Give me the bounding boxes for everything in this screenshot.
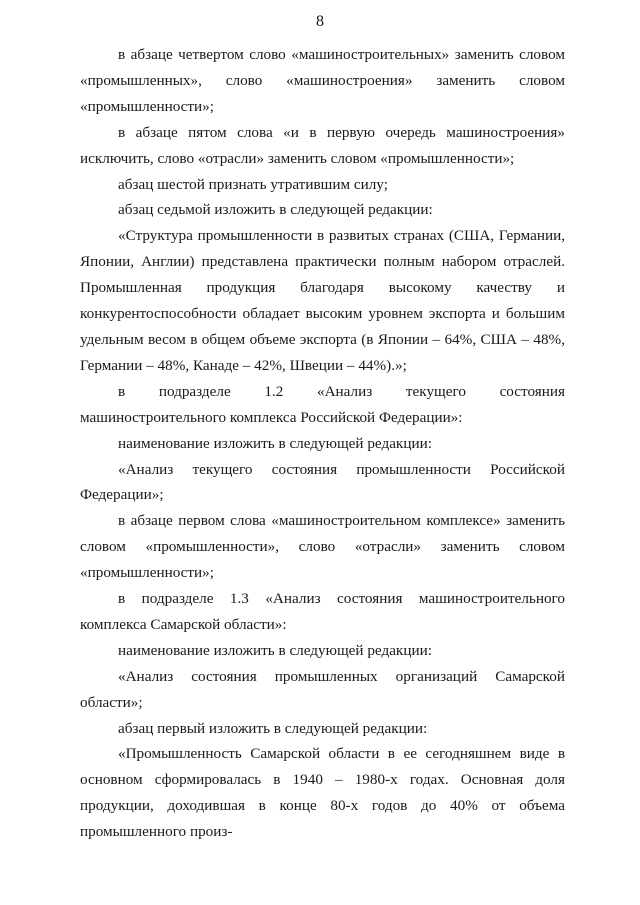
paragraph: абзац седьмой изложить в следующей редакции: (118, 201, 433, 219)
paragraph: абзац первый изложить в следующей редакции: (118, 719, 428, 737)
paragraph: «Анализ состояния промышленных организаций Самарской области»; (80, 667, 565, 711)
paragraph: в абзаце пятом слова «и в первую очередь машиностроения» исключить, слово «отрасли» заменить словом «промышленности»; (80, 123, 565, 167)
document-body (80, 42, 565, 845)
paragraph: абзац шестой признать утратившим силу; (118, 175, 388, 193)
paragraph: «Анализ текущего состояния промышленности Российской Федерации»; (80, 460, 565, 504)
paragraph: в подразделе 1.2 «Анализ текущего состояния машиностроительного комплекса Российской Федерации»: (80, 382, 565, 426)
paragraph: «Промышленность Самарской области в ее сегодняшнем виде в основном сформировалась в 1940 – 1980-х годах. Основная доля продукции, доходившая в конце 80-х годов до 40% от объема промышленного произ- (80, 745, 565, 841)
paragraph: в абзаце первом слова «машиностроительном комплексе» заменить словом «промышленности», слово «отрасли» заменить словом «промышленности»; (80, 512, 565, 582)
paragraph: «Структура промышленности в развитых странах (США, Германии, Японии, Англии) представлена практически полным набором отраслей. Промышленная продукция благодаря высокому качеству и конкурентоспособности обладает высоким уровнем экспорта и большим удельным весом в общем объеме экспорта (в Японии – 64%, США – 48%, Германии – 48%, Канаде – 42%, Швеции – 44%).»; (80, 227, 565, 374)
paragraph: наименование изложить в следующей редакции: (118, 641, 432, 659)
page-number: 8 (316, 13, 324, 30)
paragraph: в подразделе 1.3 «Анализ состояния машиностроительного комплекса Самарской области»: (80, 590, 565, 633)
paragraph: наименование изложить в следующей редакции: (118, 434, 432, 452)
paragraph: в абзаце четвертом слово «машиностроительных» заменить словом «промышленных», слово «машиностроения» заменить словом «промышленности»; (80, 46, 565, 115)
